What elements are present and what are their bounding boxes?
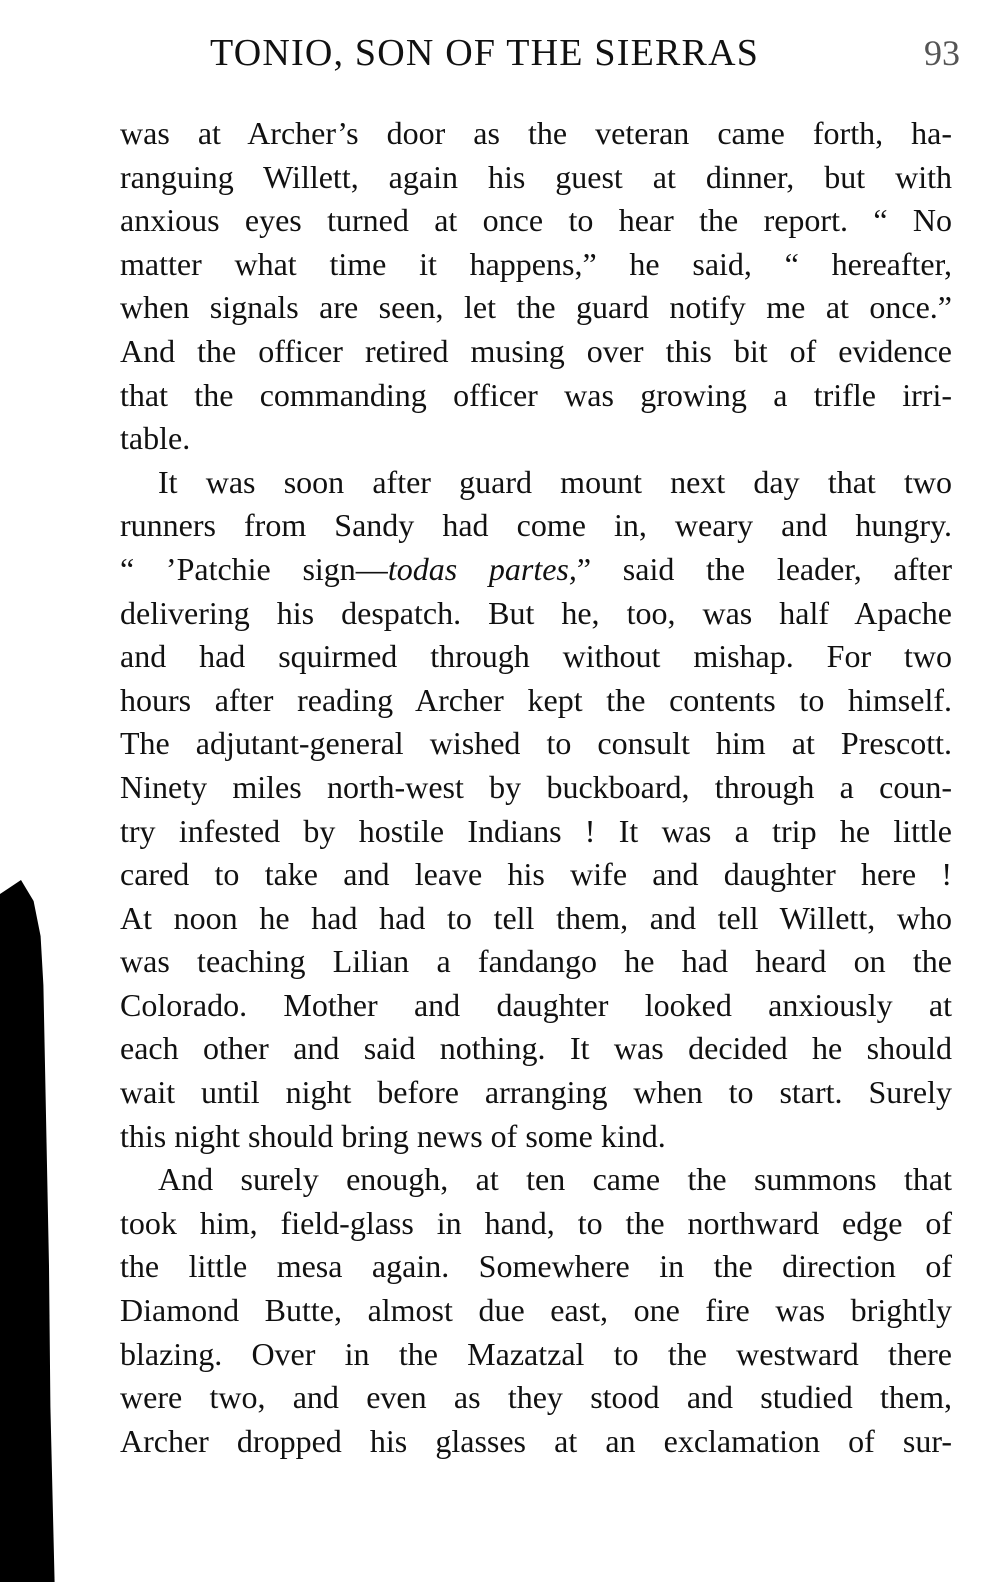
text-line: wait until night before arranging when to start. Surely bbox=[120, 1074, 952, 1111]
text-line: matter what time it happens,” he said, “ hereafter, bbox=[120, 245, 952, 282]
text-line: when signals are seen, let the guard notify me at once.” bbox=[120, 289, 952, 326]
body-text bbox=[120, 112, 952, 1463]
text-line: hours after reading Archer kept the contents to himself. bbox=[120, 681, 952, 718]
text-line: cared to take and leave his wife and daughter here ! bbox=[120, 856, 952, 893]
text-line: And the officer retired musing over this bit of evidence bbox=[120, 332, 952, 369]
scan-shadow-edge bbox=[0, 880, 70, 1582]
text-line: Colorado. Mother and daughter looked anxiously at bbox=[120, 986, 952, 1023]
page-header bbox=[210, 28, 960, 78]
text-line: and had squirmed through without mishap. For two bbox=[120, 638, 952, 675]
text-line: blazing. Over in the Mazatzal to the westward there bbox=[120, 1335, 952, 1372]
text-line: took him, field-glass in hand, to the northward edge of bbox=[120, 1204, 952, 1241]
text-line: It was soon after guard mount next day that two bbox=[158, 463, 952, 500]
text-line: table. bbox=[120, 420, 191, 457]
text-line: try infested by hostile Indians ! It was a trip he little bbox=[120, 812, 952, 849]
text-line: And surely enough, at ten came the summons that bbox=[158, 1161, 952, 1198]
text-line bbox=[120, 548, 952, 592]
text-line: were two, and even as they stood and studied them, bbox=[120, 1379, 952, 1416]
text-line: ranguing Willett, again his guest at dinner, but with bbox=[120, 158, 952, 195]
text-line: runners from Sandy had come in, weary and hungry. bbox=[120, 507, 952, 544]
text-line: that the commanding officer was growing a trifle irri- bbox=[120, 376, 952, 413]
text-line: anxious eyes turned at once to hear the report. “ No bbox=[120, 202, 952, 239]
page-number: 93 bbox=[924, 33, 960, 73]
text-line: At noon he had had to tell them, and tell Willett, who bbox=[120, 899, 952, 936]
text-line: was at Archer’s door as the veteran came forth, ha- bbox=[120, 115, 952, 151]
text-line: Diamond Butte, almost due east, one fire was brightly bbox=[120, 1292, 952, 1329]
text-line: delivering his despatch. But he, too, was half Apache bbox=[120, 594, 952, 631]
quote-tail-text: ” said the leader, after bbox=[576, 550, 953, 587]
running-title: TONIO, SON OF THE SIERRAS bbox=[210, 32, 760, 74]
text-line: each other and said nothing. It was decided he should bbox=[120, 1030, 952, 1067]
text-line: Ninety miles north-west by buckboard, through a coun- bbox=[120, 768, 952, 805]
text-line: was teaching Lilian a fandango he had heard on the bbox=[120, 943, 952, 980]
quote-lead-text: “ ’Patchie sign— bbox=[120, 550, 388, 587]
italic-spanish-phrase: todas partes, bbox=[387, 550, 577, 587]
text-line: this night should bring news of some kind. bbox=[120, 1117, 666, 1154]
text-line: The adjutant-general wished to consult him at Prescott. bbox=[120, 725, 952, 762]
text-line: Archer dropped his glasses at an exclamation of sur- bbox=[120, 1422, 952, 1459]
text-line: the little mesa again. Somewhere in the direction of bbox=[120, 1248, 952, 1285]
